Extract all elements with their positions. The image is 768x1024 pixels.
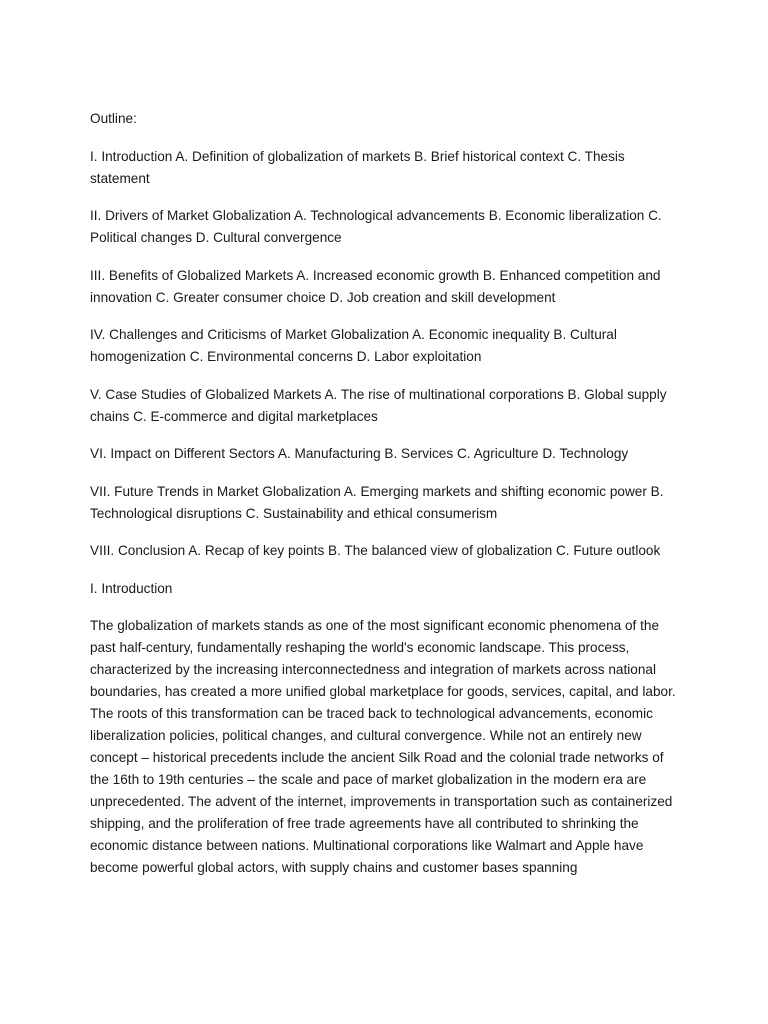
body-paragraph: The globalization of markets stands as one of the most significant economic phenomena of the past half-century, fundamentally reshaping the world's economic landscape. This process, characterized by the increasing interconnectedness and integration of markets across national boundaries, has created a more unified global marketplace for goods, services, capital, and labor. The roots of this transformation can be traced back to technological advancements, economic liberalization policies, political changes, and cultural convergence. While not an entirely new concept – historical precedents include the ancient Silk Road and the colonial trade networks of the 16th to 19th centuries – the scale and pace of market globalization in the modern era are unprecedented. The advent of the internet, improvements in transportation such as containerized shipping, and the proliferation of free trade agreements have all contributed to shrinking the economic distance between nations. Multinational corporations like Walmart and Apple have become powerful global actors, with supply chains and customer bases spanning bbox=[90, 618, 676, 875]
outline-item-challenges: IV. Challenges and Criticisms of Market Globalization A. Economic inequality B. Cultural homogenization C. Environmental concerns D. Labor exploitation bbox=[90, 327, 617, 364]
document-body bbox=[90, 108, 678, 895]
section-heading: I. Introduction bbox=[90, 580, 173, 596]
outline-item-benefits: III. Benefits of Globalized Markets A. Increased economic growth B. Enhanced competition and innovation C. Greater consumer choice D. Job creation and skill development bbox=[90, 267, 661, 305]
outline-item-future-trends: VII. Future Trends in Market Globalization A. Emerging markets and shifting economic power B. Technological disruptions C. Sustainability and ethical consumerism bbox=[90, 483, 664, 521]
outline-label: Outline: bbox=[90, 111, 137, 126]
outline-item-drivers: II. Drivers of Market Globalization A. Technological advancements B. Economic liberalization C. Political changes D. Cultural convergence bbox=[90, 208, 662, 245]
outline-item-introduction: I. Introduction A. Definition of globalization of markets B. Brief historical context C. Thesis statement bbox=[90, 148, 625, 186]
outline-item-sectors: VI. Impact on Different Sectors A. Manufacturing B. Services C. Agriculture D. Technology bbox=[90, 446, 629, 461]
outline-item-case-studies: V. Case Studies of Globalized Markets A. The rise of multinational corporations B. Global supply chains C. E-commerce and digital marketplaces bbox=[90, 386, 667, 424]
outline-item-conclusion: VIII. Conclusion A. Recap of key points B. The balanced view of globalization C. Future outlook bbox=[90, 543, 661, 558]
